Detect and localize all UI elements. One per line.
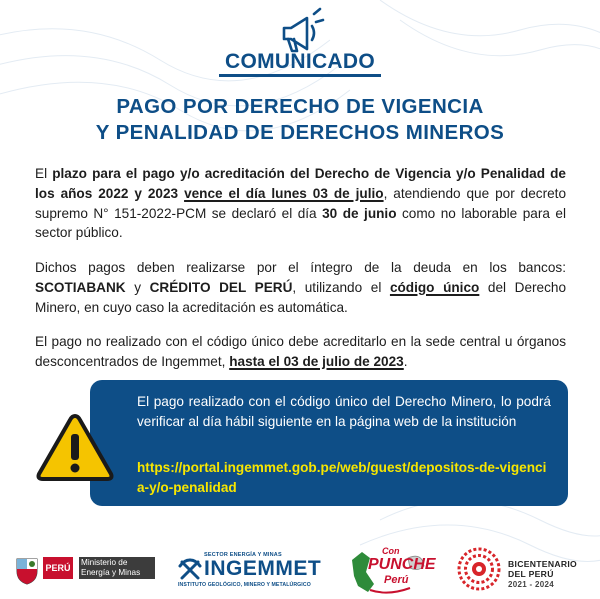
punche-con: Con [382, 546, 400, 556]
punche-country: Perú [384, 574, 409, 586]
bicentenario-line1: BICENTENARIO [508, 559, 578, 569]
peru-coat-of-arms-icon [15, 555, 39, 585]
footer-logos [0, 540, 600, 599]
bicentenario-years: 2021 - 2024 [508, 580, 555, 589]
bicentenario-logo [456, 546, 590, 594]
ingemmet-subtitle: INSTITUTO GEOLÓGICO, MINERO Y METALÚRGICO [178, 582, 311, 588]
bicentenario-line2: DEL PERÚ [508, 569, 554, 579]
bicentenario-emblem-icon [456, 546, 502, 592]
ingemmet-sector: SECTOR ENERGÍA Y MINAS [204, 552, 282, 558]
ingemmet-logo [176, 550, 324, 592]
deadline-paragraph: El plazo para el pago y/o acreditación del Derecho de Vigencia y/o Penalidad de los años 2022 y 2023 vence el día lunes 03 de julio, atendiendo que por decreto supremo N° 151-2022-PCM se declaró el día 30 de junio como no laborable para el sector público. [35, 166, 567, 241]
bank-credito: CRÉDITO DEL PERÚ [149, 279, 293, 295]
minem-logo [15, 554, 155, 588]
banks-paragraph: Dichos pagos deben realizarse por el íntegro de la deuda en los bancos: SCOTIABANK y CRÉDITO DEL PERÚ, utilizando el código único del Derecho Minero, en cuyo caso la acreditación es automática. [35, 260, 567, 315]
bank-scotiabank: SCOTIABANK [35, 279, 126, 295]
announcement-label: COMUNICADO [0, 50, 600, 74]
pickaxe-icon [178, 558, 202, 580]
megaphone-icon [276, 6, 326, 54]
minem-country-label: PERÚ [43, 557, 73, 579]
unique-code-text: código único [389, 279, 480, 295]
page-title [0, 94, 600, 146]
ingemmet-deposits-link[interactable]: https://portal.ingemmet.gob.pe/web/guest/depositos-de-vigencia-y/o-penalidad [137, 460, 547, 495]
accreditation-deadline: hasta el 03 de julio de 2023 [229, 353, 404, 369]
title-line-1: PAGO POR DERECHO DE VIGENCIA [116, 95, 484, 118]
ingemmet-name: INGEMMET [204, 557, 322, 580]
title-line-2: Y PENALIDAD DE DERECHOS MINEROS [95, 121, 505, 144]
deadline-date: vence el día lunes 03 de julio [184, 185, 384, 201]
notice-text: El pago realizado con el código único del Derecho Minero, lo podrá verificar al día hábil siguiente en la página web de la institución [137, 394, 551, 429]
notice-box [90, 380, 568, 506]
punche-peru-logo [348, 542, 436, 597]
minem-name: Ministerio de Energía y Minas [79, 557, 155, 579]
accreditation-paragraph: El pago no realizado con el código único debe acreditarlo en la sede central u órganos desconcentrados de Ingemmet, hasta el 03 de julio de 2023. [35, 334, 566, 369]
punche-word: PUNCHE [368, 556, 436, 573]
warning-icon [36, 412, 114, 482]
